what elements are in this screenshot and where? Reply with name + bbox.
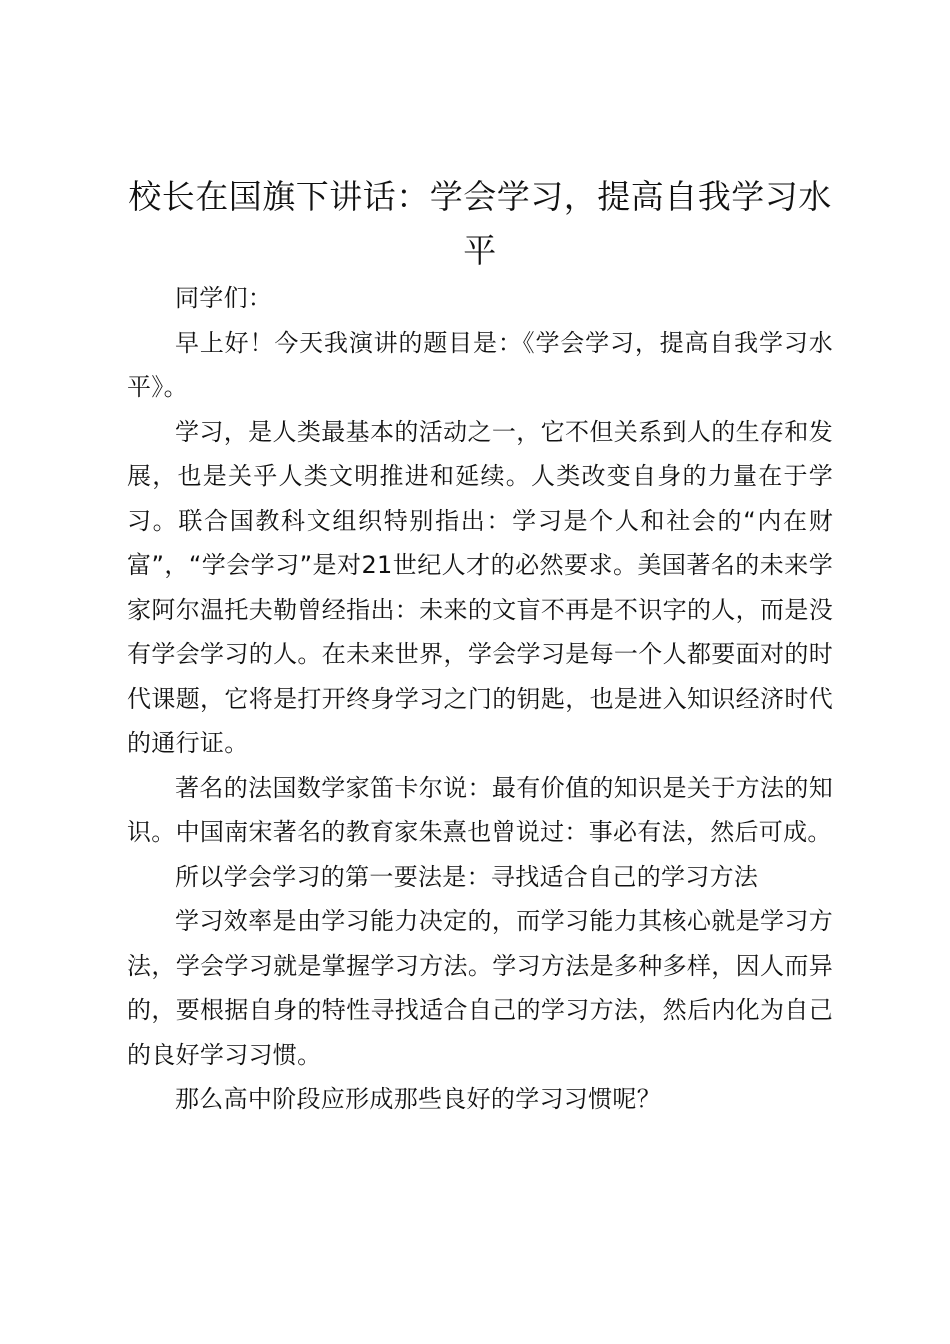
paragraph-intro: 早上好！今天我演讲的题目是：《学会学习，提高自我学习水平》。	[127, 328, 833, 401]
paragraph-method-quotes: 著名的法国数学家笛卡尔说：最有价值的知识是关于方法的知识。中国南宋著名的教育家朱熹也曾说过：事必有法，然后可成。	[127, 773, 833, 846]
paragraph-first-method: 所以学会学习的第一要法是：寻找适合自己的学习方法	[175, 862, 759, 891]
document-title: 校长在国旗下讲话：学会学习，提高自我学习水平	[128, 177, 832, 270]
paragraph-greeting: 同学们：	[175, 284, 273, 312]
paragraph-learning-efficiency: 学习效率是由学习能力决定的，而学习能力其核心就是学习方法，学会学习就是掌握学习方法。学习方法是多种多样，因人而异的，要根据自身的特性寻找适合自己的学习方法，然后内化为自己的良好学习习惯。	[127, 907, 833, 1069]
paragraph-importance-of-learning: 学习，是人类最基本的活动之一，它不但关系到人的生存和发展，也是关乎人类文明推进和延续。人类改变自身的力量在于学习。联合国教科文组织特别指出：学习是个人和社会的“内在财富”，“学会学习”是对21世纪人才的必然要求。美国著名的未来学家阿尔温托夫勒曾经指出：未来的文盲不再是不识字的人，而是没有学会学习的人。在未来世界，学会学习是每一个人都要面对的时代课题，它将是打开终身学习之门的钥匙，也是进入知识经济时代的通行证。	[127, 417, 833, 757]
document-body	[127, 276, 833, 1122]
paragraph-question: 那么高中阶段应形成那些良好的学习习惯呢？	[175, 1085, 661, 1113]
